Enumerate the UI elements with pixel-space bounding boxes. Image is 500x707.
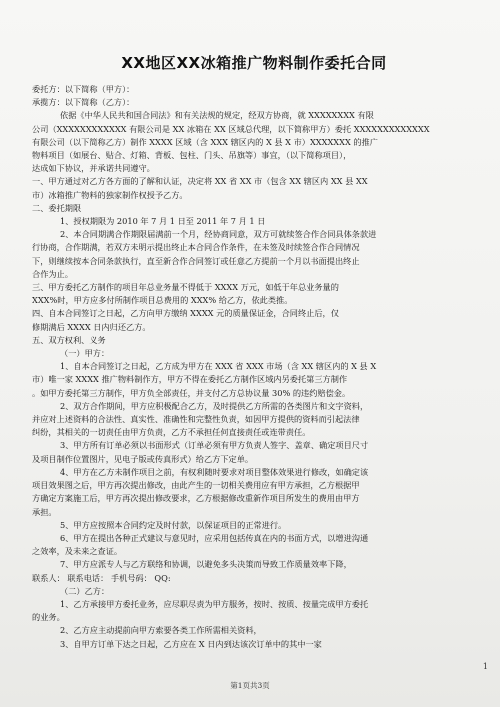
contract-line: 。如甲方委托第三方制作，甲方负全部责任，并支付乙方总协议量 30% 的违约赔偿金。 (32, 387, 351, 398)
contract-line: 下，则继续按本合同条款执行，直至新合作合同签订或任意乙方提前一个月以书面提出终止 (32, 255, 360, 266)
contract-line: 有限公司（以下简称乙方）制作 XXXX 区域（含 XXX 辖区内的 X 县 X 市）XXXXXXX 的推广 (32, 136, 378, 147)
contract-line: 2、乙方应主动提前向甲方索要各类工作所需相关资料， (60, 625, 262, 636)
contract-line: 纠纷，其相关的一切责任由甲方负责，乙方不承担任何直接责任或连带责任。 (32, 427, 311, 438)
contract-line: 及项目制作位置图片，见电子版或传真形式）给乙方下定单。 (32, 453, 254, 464)
margin-mark: 1 (482, 662, 488, 671)
contract-line: 公司（XXXXXXXXXXXX 有限公司是 XX 冰箱在 XX 区域总代理，以下简称甲方）委托 XXXXXXXXXXXXX (32, 123, 430, 134)
contract-line: （二）乙方： (60, 585, 110, 596)
contract-line: 7、甲方应派专人与乙方联络和协调，以避免多头决策而导致工作质量效率下降， (60, 559, 352, 570)
page-footer: 第1页共3页 (230, 681, 270, 690)
contract-line: 4、甲方在乙方未制作项目之前，有权利随时要求对项目整体效果进行修改，如确定该 (60, 466, 369, 477)
contract-line: 物料项目（如展台、贴合、灯箱、背板、包柱、门头、吊旗等）事宜，（以下简称项目）， (32, 150, 352, 161)
contract-line: 2、双方合作期间，甲方应积极配合乙方，及时提供乙方所需的各类图片和文字资料， (60, 400, 369, 411)
contract-line: 承担。 (32, 506, 57, 517)
contract-title: XX地区XX冰箱推广物料制作委托合同 (121, 54, 387, 72)
contract-line: 1、自本合同签订之日起，乙方成为甲方在 XXX 省 XXX 市场（含 XX 辖区内的 X 县 X (60, 361, 377, 372)
contract-line: 委托方：以下简称（甲方）： (32, 84, 135, 94)
contract-line: 二、委托期限 (32, 202, 82, 213)
contract-line: 之效率，及未来之查证。 (32, 546, 123, 557)
contract-line: 一、甲方通过对乙方各方面的了解和认证，决定将 XX 省 XX 市（包含 XX 辖区内 XX 县 XX (32, 176, 368, 187)
contract-line: 依据《中华人民共和国合同法》和有关法规的规定，经双方协商，就 XXXXXXXX 有限 (60, 110, 374, 121)
contract-line: 合作为止。 (32, 268, 73, 279)
contract-line: 行协商，合作期满，若双方未明示提出终止本合同合作条件，在未签及时续签合作合同情况 (32, 242, 360, 253)
contract-line: XXX%时，甲方应多付所制作项目总费用的 XXX% 给乙方，依此类推。 (32, 295, 293, 306)
contract-line: 修期满后 XXXX 日内归还乙方。 (32, 321, 151, 332)
contract-line: 5、甲方应按照本合同约定及时付款，以保证项目的正常进行。 (60, 519, 287, 530)
contract-line: 方确定方案施工后，甲方再次提出修改要求，乙方根据修改重新作项目所发生的费用由甲方 (32, 493, 360, 504)
contract-body (32, 83, 476, 651)
contract-line: （一）甲方： (60, 348, 110, 359)
contract-line: 达成如下协议，并承诺共同遵守。 (32, 163, 155, 174)
contract-line: 市）唯一家 XXXX 推广物料制作方，甲方不得在委托乙方制作区域内另委托第三方制作 (32, 374, 348, 385)
contract-line: 项目效果图之后，甲方再次提出修改，由此产生的一切相关费用应有甲方承担，乙方根据甲 (32, 480, 360, 491)
contract-line: 市）冰箱推广物料的独家制作权授予乙方。 (32, 189, 188, 200)
contract-line: 1、授权期限为 2010 年 7 月 1 日至 2011 年 7 月 1 日 (60, 216, 266, 227)
contract-line: 1、乙方承接甲方委托业务，应尽职尽责为甲方服务，按时、按质、按量完成甲方委托 (60, 598, 369, 609)
contract-line: 五、双方权利、义务 (32, 334, 106, 345)
contract-line: 四、自本合同签订之日起，乙方向甲方缴纳 XXXX 元的质量保证金，合同终止后，仅 (32, 308, 339, 319)
contract-line: 并应对上述资料的合法性、真实性、准确性和完整性负责，如因甲方提供的资料而引起法律 (32, 414, 360, 425)
contract-line: 6、甲方在提出各种正式建议与意见时，应采用包括传真在内的书面方式，以增进沟通 (60, 532, 369, 543)
contract-line: 3、自甲方订单下达之日起，乙方应在 X 日内到达该次订单中的其中一家 (60, 638, 322, 649)
contract-line: 三、甲方委托乙方制作的项目年总业务量不得低于 XXXX 万元，如低于年总业务量的 (32, 282, 339, 293)
contract-line: 3、甲方所有订单必须以书面形式（订单必须有甲方负责人签字、盖章、确定项目尺寸 (60, 440, 369, 451)
contract-line: 2、本合同期满合作期限届满前一个月，经协商同意，双方可就续签合作合同具体条款进 (60, 229, 377, 240)
contract-line: 的业务。 (32, 612, 65, 623)
contract-line: 联系人： 联系电话： 手机号码： QQ: (32, 572, 171, 583)
contract-line: 承揽方：以下简称（乙方）： (32, 97, 135, 108)
